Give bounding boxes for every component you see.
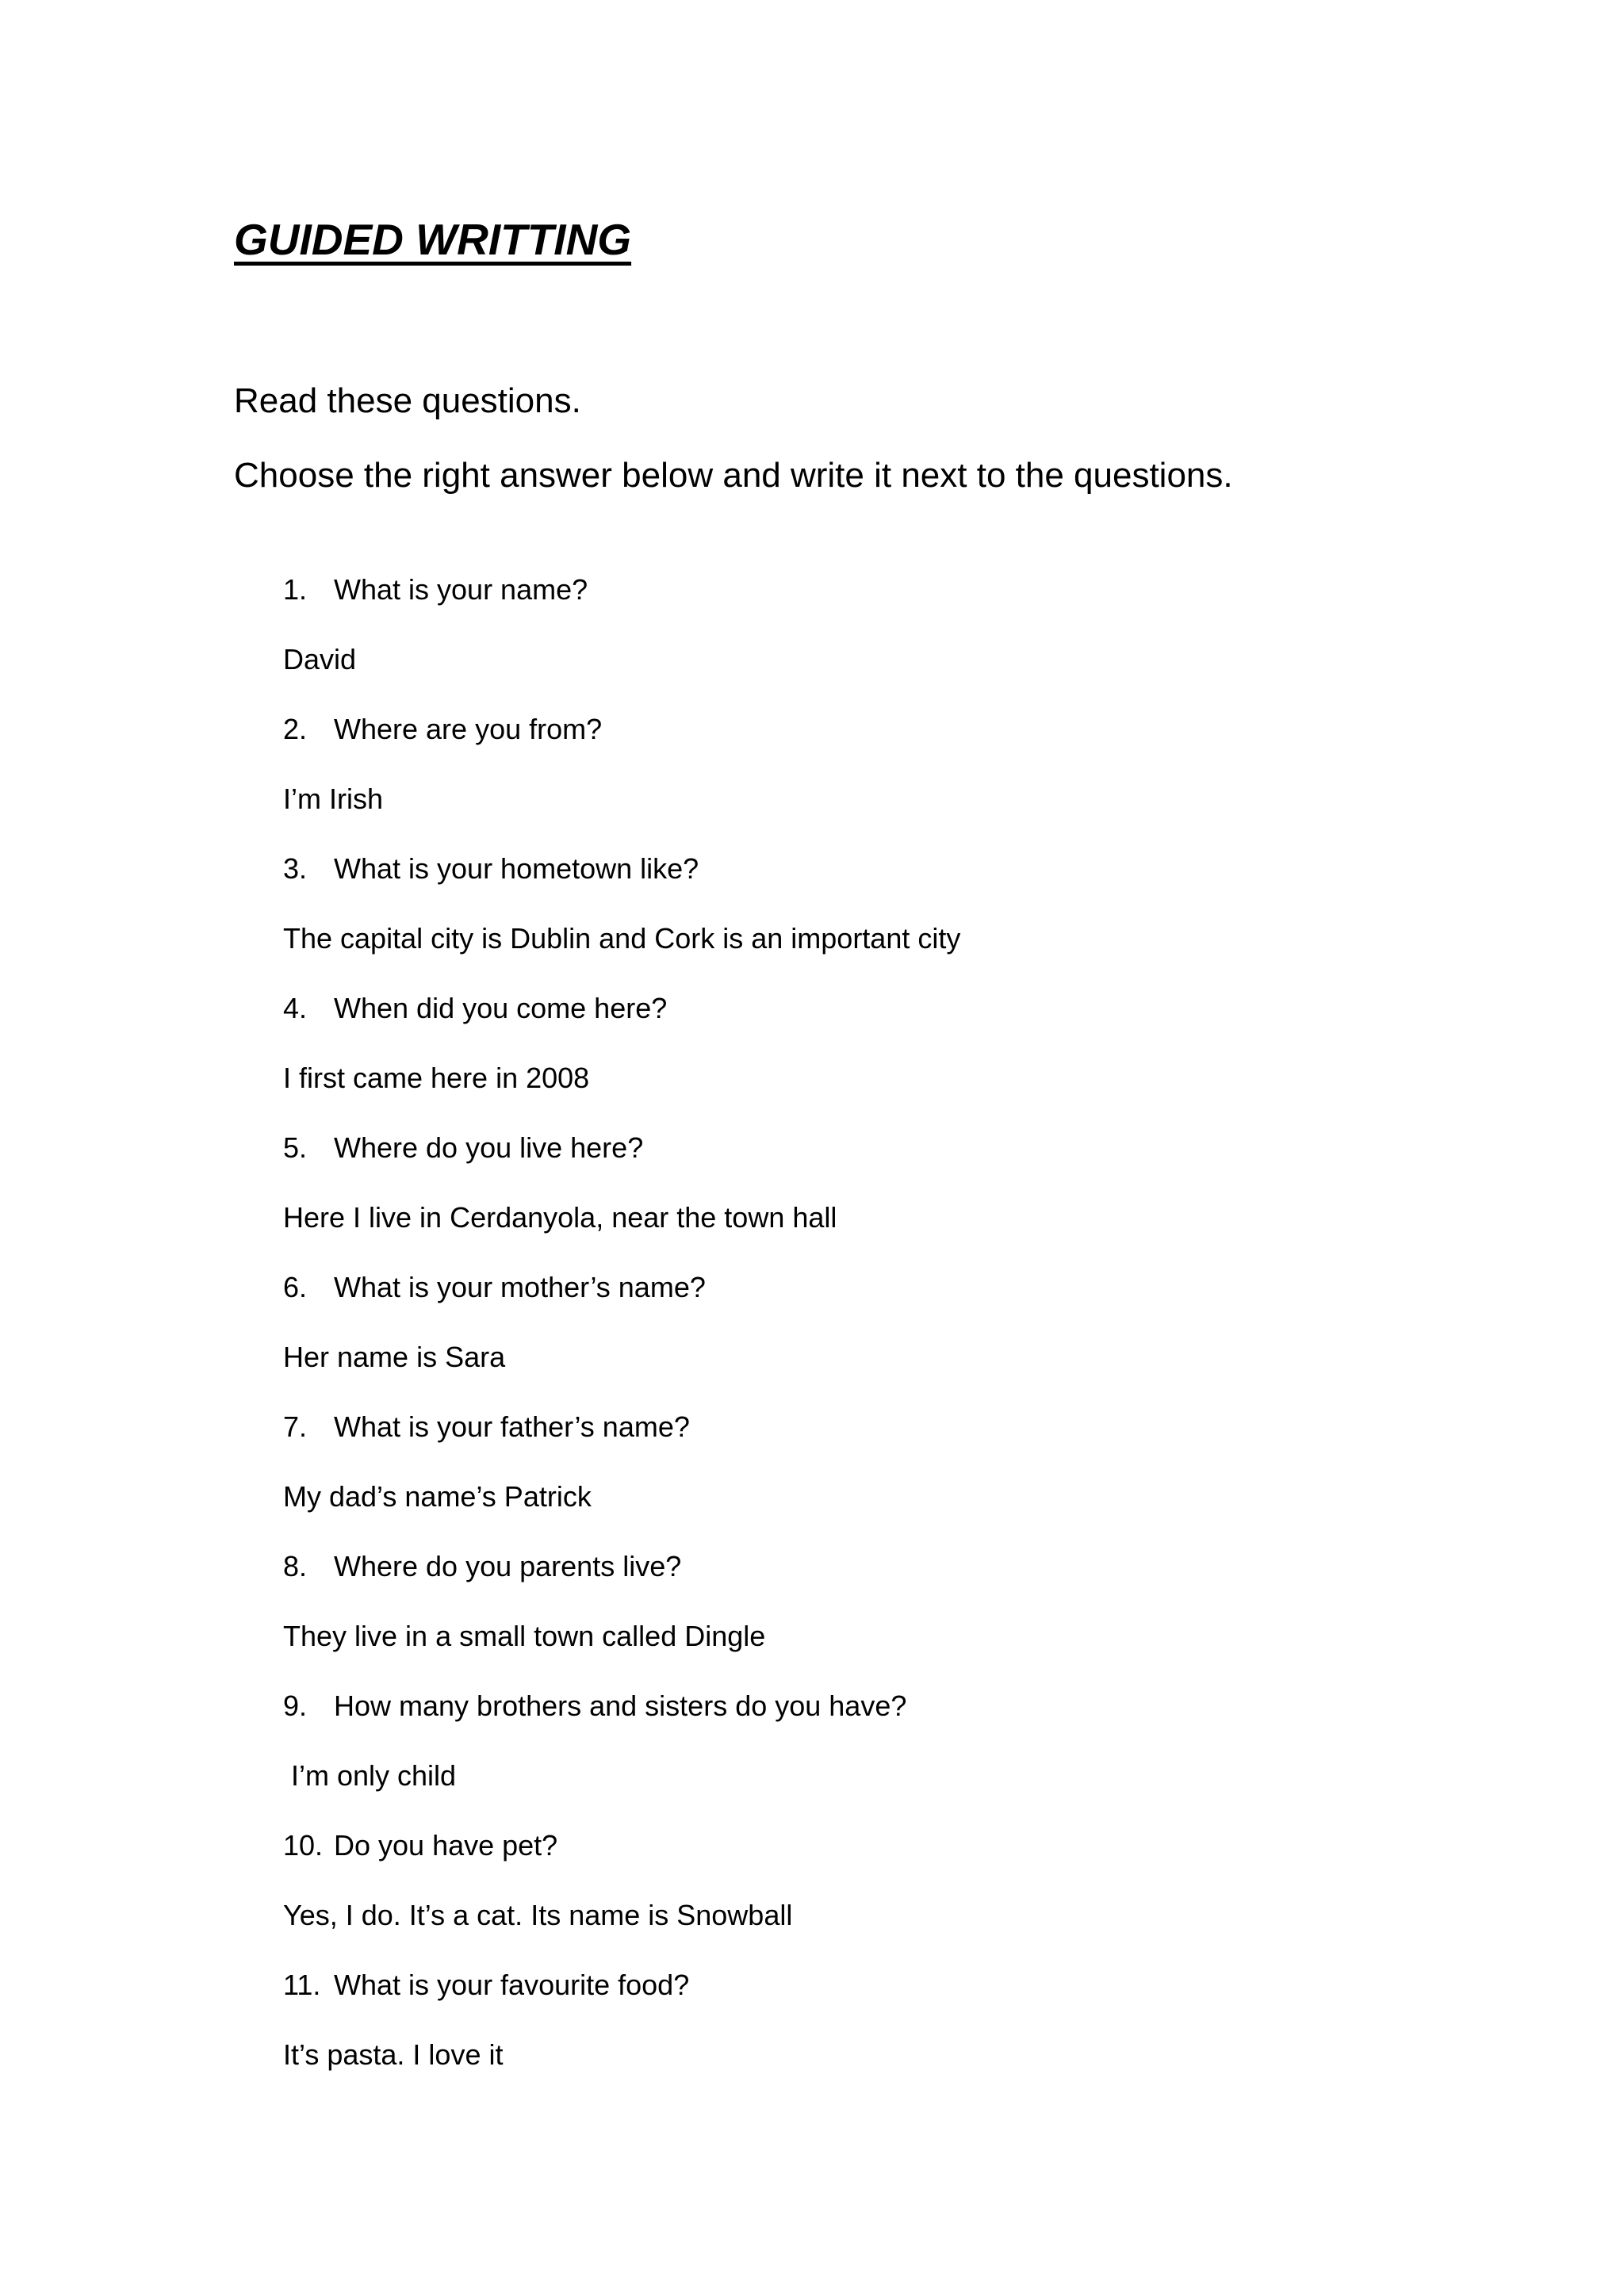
answer-text: They live in a small town called Dingle: [283, 1620, 766, 1652]
question-number: 7.: [283, 1410, 308, 1443]
question-text: When did you come here?: [334, 992, 668, 1024]
question-number: 5.: [283, 1131, 308, 1164]
question-text: What is your mother’s name?: [334, 1271, 706, 1303]
question-number: 10.: [283, 1829, 324, 1862]
question-number: 1.: [283, 573, 308, 606]
question: [283, 991, 1473, 1061]
question: [283, 1549, 1473, 1619]
document-title: GUIDED WRITTING: [234, 215, 632, 264]
qa-item: [283, 1131, 1473, 1270]
answer-text: Yes, I do. It’s a cat. Its name is Snowball: [283, 1899, 793, 1931]
question-text: Where do you live here?: [334, 1131, 644, 1164]
qa-item: [283, 572, 1473, 712]
qa-item: [283, 991, 1473, 1131]
answer-text: I’m Irish: [283, 783, 383, 815]
qa-item: [283, 1968, 1473, 2107]
question-number: 11.: [283, 1969, 321, 2001]
question-answer-list: [283, 572, 1473, 2107]
answer-text: The capital city is Dublin and Cork is an important city: [283, 922, 961, 955]
question-number: 3.: [283, 852, 308, 885]
question: [283, 712, 1473, 782]
instruction-choose: Choose the right answer below and write it next to the questions.: [234, 456, 1233, 495]
question: [283, 1131, 1473, 1200]
question-text: What is your hometown like?: [334, 852, 699, 885]
question-text: Where do you parents live?: [334, 1550, 682, 1582]
question: [283, 1828, 1473, 1898]
qa-item: [283, 1828, 1473, 1968]
question-text: What is your father’s name?: [334, 1410, 690, 1443]
qa-item: [283, 851, 1473, 991]
question: [283, 1968, 1473, 2038]
question: [283, 1689, 1473, 1758]
answer-text: It’s pasta. I love it: [283, 2038, 504, 2071]
answer-text: Her name is Sara: [283, 1341, 506, 1373]
question-number: 6.: [283, 1271, 308, 1303]
qa-item: [283, 1689, 1473, 1828]
question-number: 2.: [283, 713, 308, 745]
question: [283, 851, 1473, 921]
question-text: How many brothers and sisters do you have?: [334, 1689, 907, 1722]
question-text: Do you have pet?: [334, 1829, 558, 1862]
question-text: What is your name?: [334, 573, 588, 606]
qa-item: [283, 712, 1473, 851]
answer-text: David: [283, 643, 357, 675]
question-text: What is your favourite food?: [334, 1969, 690, 2001]
question: [283, 1270, 1473, 1340]
question-number: 8.: [283, 1550, 308, 1582]
question-text: Where are you from?: [334, 713, 603, 745]
answer-text: My dad’s name’s Patrick: [283, 1480, 592, 1513]
qa-item: [283, 1270, 1473, 1410]
instruction-read: Read these questions.: [234, 381, 581, 420]
qa-item: [283, 1549, 1473, 1689]
answer-text: I first came here in 2008: [283, 1062, 590, 1094]
question-number: 4.: [283, 992, 308, 1024]
answer-text: I’m only child: [283, 1759, 457, 1792]
question: [283, 572, 1473, 642]
question: [283, 1410, 1473, 1479]
question-number: 9.: [283, 1689, 308, 1722]
answer-text: Here I live in Cerdanyola, near the town hall: [283, 1201, 837, 1234]
qa-item: [283, 1410, 1473, 1549]
